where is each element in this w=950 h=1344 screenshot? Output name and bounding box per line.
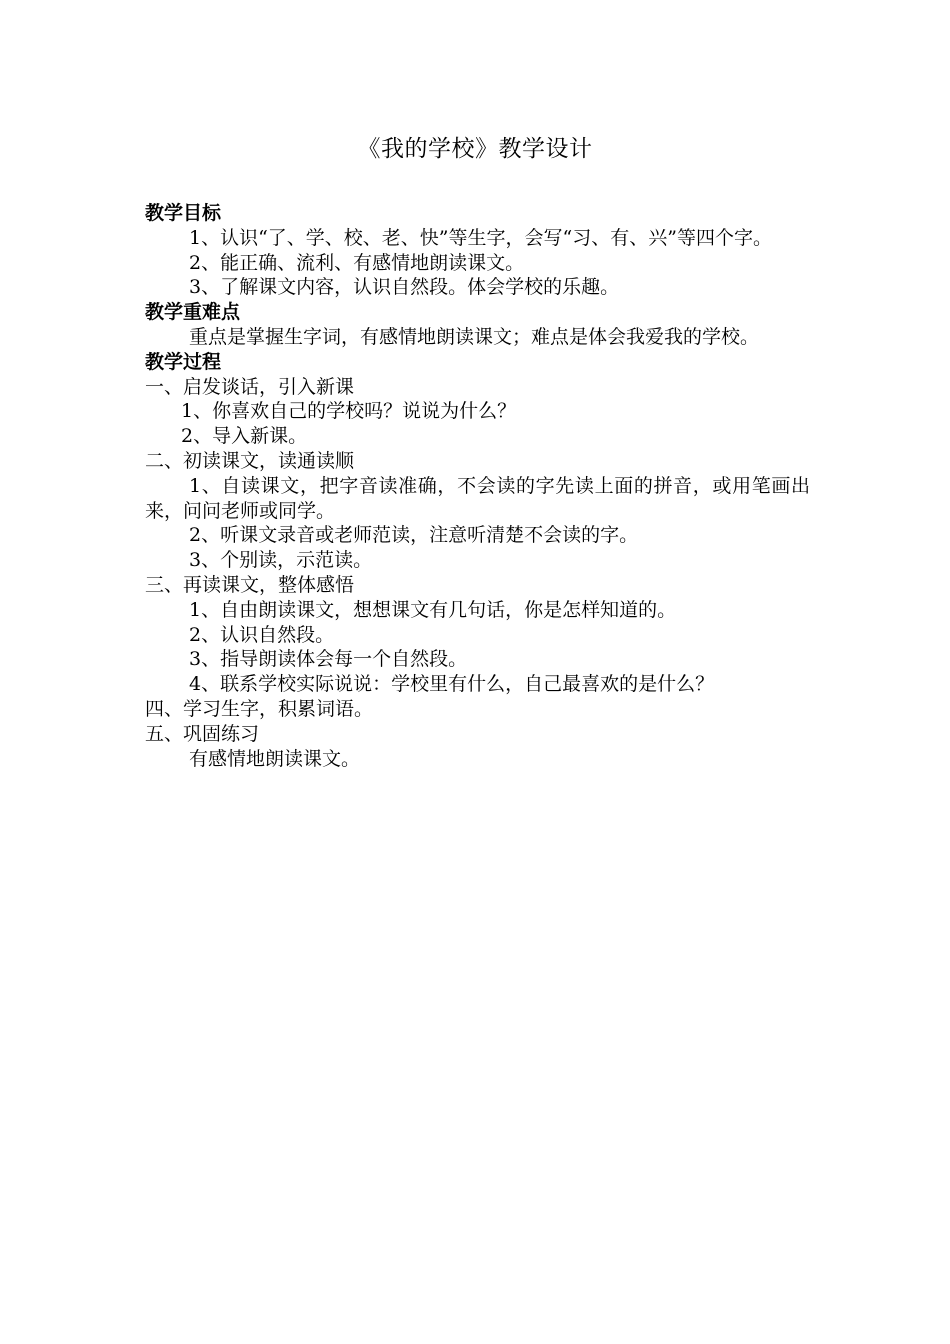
goal-item: 3、了解课文内容，认识自然段。体会学校的乐趣。 [189, 276, 620, 299]
document-body [145, 201, 810, 771]
document-title: 《我的学校》教学设计 [357, 136, 593, 162]
process-step-item: 2、认识自然段。 [189, 623, 335, 646]
process-step-item: 2、听课文录音或老师范读，注意听清楚不会读的字。 [189, 524, 639, 547]
section-heading-process: 教学过程 [145, 350, 222, 373]
process-step-item: 2、导入新课。 [181, 425, 308, 448]
process-step-item: 3、个别读，示范读。 [189, 549, 373, 572]
process-step-item: 3、指导朗读体会每一个自然段。 [189, 648, 468, 671]
process-step-title: 五、巩固练习 [145, 722, 260, 745]
process-step-item: 1、自读课文，把字音读准确，不会读的字先读上面的拼音，或用笔画出来，问问老师或同学。 [145, 474, 810, 522]
process-step-item: 有感情地朗读课文。 [189, 747, 361, 770]
section-heading-key-points: 教学重难点 [145, 301, 241, 324]
process-step-title: 四、学习生字，积累词语。 [145, 697, 374, 720]
goal-item: 1、认识“了、学、校、老、快”等生字，会写“习、有、兴”等四个字。 [189, 226, 772, 249]
process-step-item: 1、自由朗读课文，想想课文有几句话，你是怎样知道的。 [189, 598, 677, 621]
process-step-item: 1、你喜欢自己的学校吗？说说为什么？ [181, 400, 517, 423]
process-step-title: 二、初读课文，读通读顺 [145, 449, 355, 472]
process-step-item: 4、联系学校实际说说：学校里有什么，自己最喜欢的是什么？ [189, 673, 715, 696]
key-points-text: 重点是掌握生字词，有感情地朗读课文；难点是体会我爱我的学校。 [189, 325, 760, 348]
section-heading-goals: 教学目标 [145, 202, 222, 224]
process-step-title: 三、再读课文，整体感悟 [145, 573, 355, 596]
process-step-title: 一、启发谈话，引入新课 [145, 375, 355, 398]
goal-item: 2、能正确、流利、有感情地朗读课文。 [189, 251, 525, 274]
